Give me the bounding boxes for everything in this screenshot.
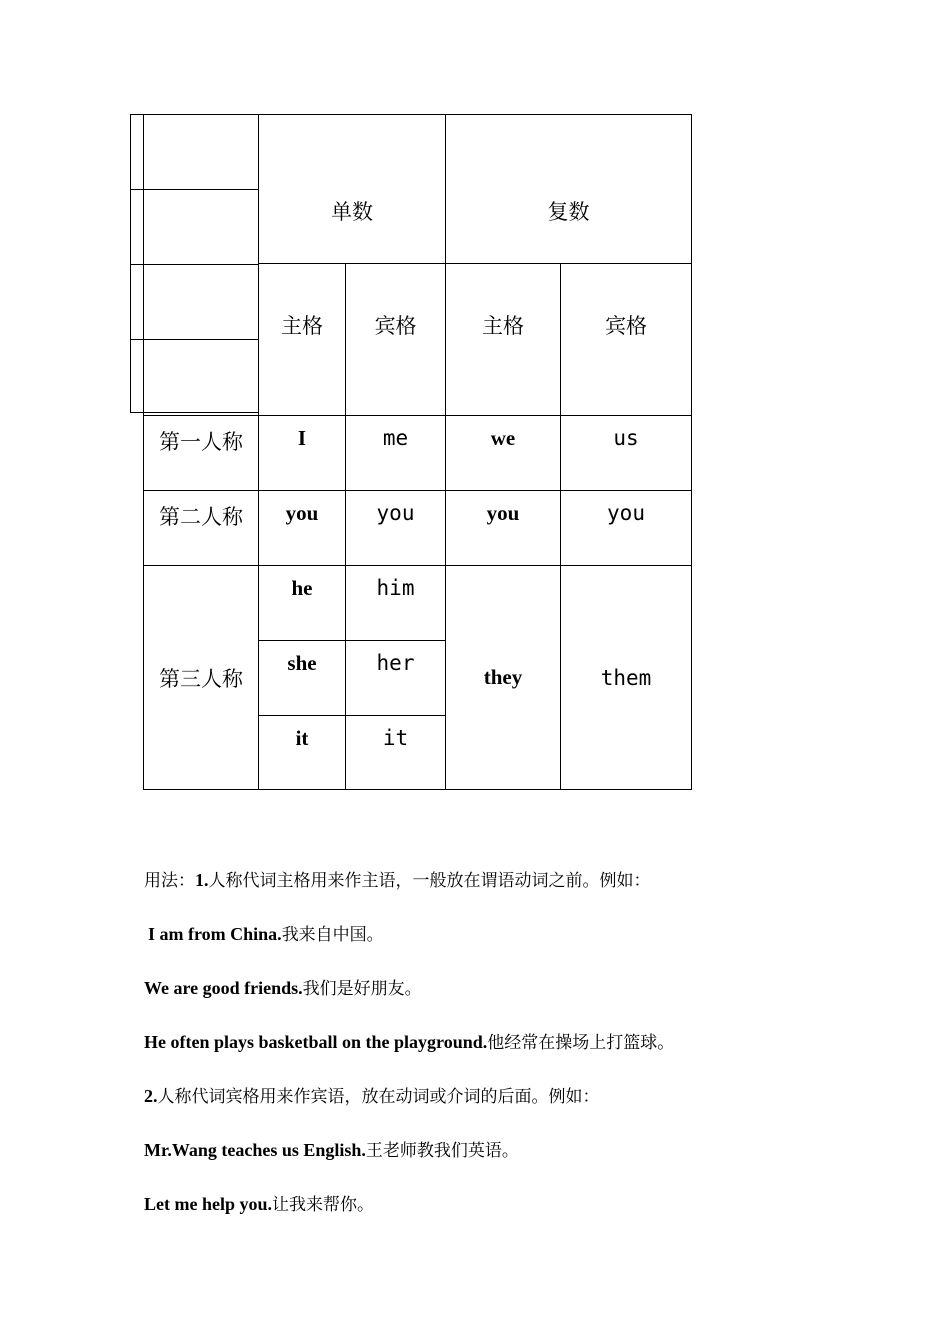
third-singular-object-it: it: [346, 716, 446, 790]
example-1-3: [144, 1028, 674, 1053]
first-singular-object: me: [346, 416, 446, 491]
third-plural-subject: they: [446, 566, 561, 790]
example-chinese: 我来自中国。: [281, 925, 384, 945]
plural-object-header: 宾格: [561, 264, 692, 416]
second-plural-object: you: [561, 491, 692, 566]
third-plural-object: them: [561, 566, 692, 790]
first-person-label: 第一人称: [144, 416, 259, 491]
example-2-2: [144, 1190, 374, 1215]
plural-header: 复数: [446, 115, 692, 264]
example-chinese: 我们是好朋友。: [302, 979, 422, 999]
third-singular-object-him: him: [346, 566, 446, 641]
second-singular-object: you: [346, 491, 446, 566]
personal-pronoun-table: [143, 114, 692, 790]
example-1-2: [144, 974, 422, 999]
example-chinese: 王老师教我们英语。: [365, 1141, 519, 1161]
second-plural-subject: you: [446, 491, 561, 566]
example-english: I am from China.: [148, 924, 282, 944]
third-singular-object-her: her: [346, 641, 446, 716]
second-singular-subject: you: [259, 491, 346, 566]
rule-1-text: 人称代词主格用来作主语，一般放在谓语动词之前。例如：: [208, 871, 651, 891]
plural-subject-header: 主格: [446, 264, 561, 416]
singular-object-header: 宾格: [346, 264, 446, 416]
first-singular-subject: I: [259, 416, 346, 491]
third-singular-subject-it: it: [259, 716, 346, 790]
second-person-label: 第二人称: [144, 491, 259, 566]
third-singular-subject-he: he: [259, 566, 346, 641]
rule-1-number: 1.: [195, 870, 209, 890]
singular-header: 单数: [259, 115, 446, 264]
example-2-1: [144, 1136, 519, 1161]
singular-subject-header: 主格: [259, 264, 346, 416]
usage-prefix: 用法：: [144, 871, 195, 891]
rule-2-text: 人称代词宾格用来作宾语，放在动词或介词的后面。例如：: [157, 1087, 600, 1107]
corner-grid-lines: [130, 114, 260, 414]
example-english: He often plays basketball on the playground.: [144, 1032, 488, 1052]
corner-header-cell: [144, 115, 259, 416]
example-english: We are good friends.: [144, 978, 303, 998]
example-chinese: 他经常在操场上打篮球。: [487, 1033, 675, 1053]
example-english: Let me help you.: [144, 1194, 272, 1214]
example-1-1: [148, 920, 384, 945]
first-plural-object: us: [561, 416, 692, 491]
rule-2-number: 2.: [144, 1086, 158, 1106]
usage-rule-1: [144, 866, 651, 891]
usage-rule-2: [144, 1082, 600, 1107]
example-english: Mr.Wang teaches us English.: [144, 1140, 366, 1160]
third-person-label: 第三人称: [144, 566, 259, 790]
third-singular-subject-she: she: [259, 641, 346, 716]
first-plural-subject: we: [446, 416, 561, 491]
example-chinese: 让我来帮你。: [272, 1195, 374, 1215]
